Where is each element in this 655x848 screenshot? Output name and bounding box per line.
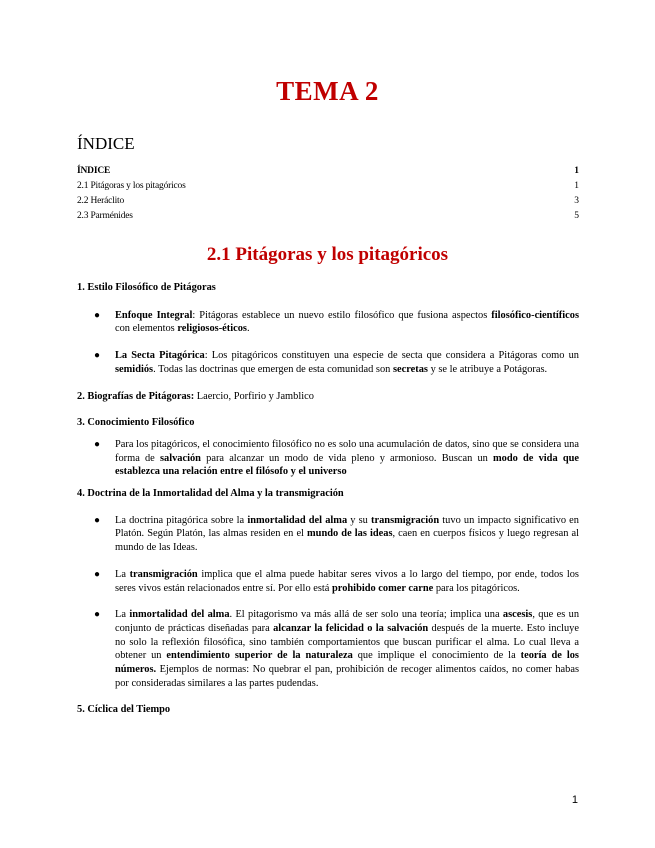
section-title: 2.1 Pitágoras y los pitagóricos xyxy=(206,244,449,265)
bold-text: teoría de los números. xyxy=(115,650,579,676)
bold-text: semidiós xyxy=(115,363,154,375)
bold-text: salvación xyxy=(159,452,201,464)
body-text: y se le atribuye a Potágoras. xyxy=(427,363,548,375)
bold-text: modo de vida que establezca una relación entre el filósofo y el universo xyxy=(115,452,579,478)
toc-heading: ÍNDICE xyxy=(77,134,135,153)
bold-text: ascesis xyxy=(502,609,533,621)
subheading-conocimiento: 3. Conocimiento Filosófico xyxy=(77,417,195,429)
document-title: TEMA 2 xyxy=(276,76,379,106)
bullet-icon: ● xyxy=(94,309,101,321)
bold-text: filosófico-científicos xyxy=(491,309,579,321)
body-text: . El pitagorismo va más allá de ser solo una teoría; implica una xyxy=(229,609,503,621)
list-item xyxy=(77,514,579,555)
bullet-list xyxy=(77,514,579,691)
body-text: Para los pitagóricos, el conocimiento filosófico no es solo una acumulación de datos, sino que se considera una forma de xyxy=(115,438,579,464)
body-text: , que es un conjunto de prácticas diseñadas para xyxy=(115,609,580,634)
toc-entry-page: 5 xyxy=(574,211,579,221)
bullet-list xyxy=(77,309,579,377)
bold-text: religiosos-éticos xyxy=(177,323,247,335)
toc-entry[interactable] xyxy=(77,209,579,224)
bold-text: alcanzar la felicidad o la salvación xyxy=(273,622,429,634)
subheading-doctrina: 4. Doctrina de la Inmortalidad del Alma y la transmigración xyxy=(77,488,344,500)
bold-text: inmortalidad del alma xyxy=(129,609,230,621)
body-text: con elementos xyxy=(115,323,178,335)
toc-entry-label[interactable]: 2.2 Heráclito xyxy=(77,196,124,206)
bold-text: entendimiento superior de la naturaleza xyxy=(166,650,353,662)
toc-entry-label[interactable]: 2.1 Pitágoras y los pitagóricos xyxy=(77,181,186,191)
toc-entry-page: 3 xyxy=(574,196,579,206)
bold-text: prohibido comer carne xyxy=(332,582,434,594)
subheading-biografias xyxy=(77,390,579,404)
bold-text: La Secta Pitagórica xyxy=(115,350,205,362)
body-text: para alcanzar un modo de vida pleno y armonioso. Buscan un xyxy=(200,452,494,464)
body-text: La xyxy=(115,609,130,621)
body-text: La doctrina pitagórica sobre la xyxy=(115,514,248,526)
list-item xyxy=(77,309,579,336)
body-text: Ejemplos de normas: No quebrar el pan, prohibición de recoger alimentos caídos, no comer habas por consideradas similares a las partes pudendas. xyxy=(115,664,579,689)
bold-text: transmigración xyxy=(371,514,440,526)
bold-text: inmortalidad del alma xyxy=(247,514,348,526)
body-text: : Los pitagóricos constituyen una especie de secta que considera a Pitágoras como un xyxy=(204,350,579,362)
section-content xyxy=(77,281,579,717)
body-text: Laercio, Porfirio y Jamblico xyxy=(194,390,314,402)
table-of-contents xyxy=(77,164,579,224)
toc-entry-label[interactable]: 2.3 Parménides xyxy=(77,211,133,221)
subheading-ciclica: 5. Cíclica del Tiempo xyxy=(77,704,171,716)
bold-text: transmigración xyxy=(129,568,198,580)
body-text: . Todas las doctrinas que emergen de esta comunidad son xyxy=(153,363,393,375)
body-text: : Pitágoras establece un nuevo estilo filosófico que fusiona aspectos xyxy=(192,309,492,321)
page-number: 1 xyxy=(571,794,578,806)
toc-entry[interactable] xyxy=(77,179,579,194)
bullet-icon: ● xyxy=(94,609,101,621)
body-text: después de la muerte. Esto incluye no solo la reflexión filosófica, sino también comportamientos que buscan purificar el alma. Lo cual lleva a obtener un xyxy=(115,622,579,662)
body-text: . xyxy=(246,323,250,335)
bullet-list xyxy=(77,438,579,479)
toc-entry[interactable] xyxy=(77,164,579,179)
subheading-estilo: 1. Estilo Filosófico de Pitágoras xyxy=(77,282,216,293)
list-item xyxy=(77,568,579,595)
bold-text: mundo de las ideas xyxy=(307,528,393,540)
bold-text: 2. Biografías de Pitágoras: xyxy=(77,390,195,402)
bullet-icon: ● xyxy=(94,568,101,580)
body-text: La xyxy=(115,568,130,580)
body-text: para los pitagóricos. xyxy=(433,582,520,594)
body-text: y su xyxy=(347,514,372,526)
body-text: , caen en cuerpos físicos y luego regresan al mundo de las Ideas. xyxy=(115,528,579,554)
bold-text: secretas xyxy=(392,363,428,375)
toc-entry-label[interactable]: ÍNDICE xyxy=(77,166,111,176)
body-text: que implique el conocimiento de la xyxy=(352,650,521,662)
bullet-icon: ● xyxy=(94,438,101,450)
list-item xyxy=(77,438,579,479)
body-text: implica que el alma puede habitar seres vivos a lo largo del tiempo, por ende, todos los seres vivos están relacionados entre sí. Por ello está xyxy=(115,568,579,594)
toc-entry[interactable] xyxy=(77,194,579,209)
list-item xyxy=(77,349,579,376)
list-item xyxy=(77,608,579,690)
toc-entry-page: 1 xyxy=(574,181,579,191)
toc-entry-page: 1 xyxy=(574,166,579,176)
body-text: tuvo un impacto significativo en Platón. Según Platón, las almas residen en el xyxy=(115,514,579,540)
bullet-icon: ● xyxy=(94,514,101,526)
bold-text: Enfoque Integral xyxy=(115,309,193,321)
bullet-icon: ● xyxy=(94,350,101,362)
